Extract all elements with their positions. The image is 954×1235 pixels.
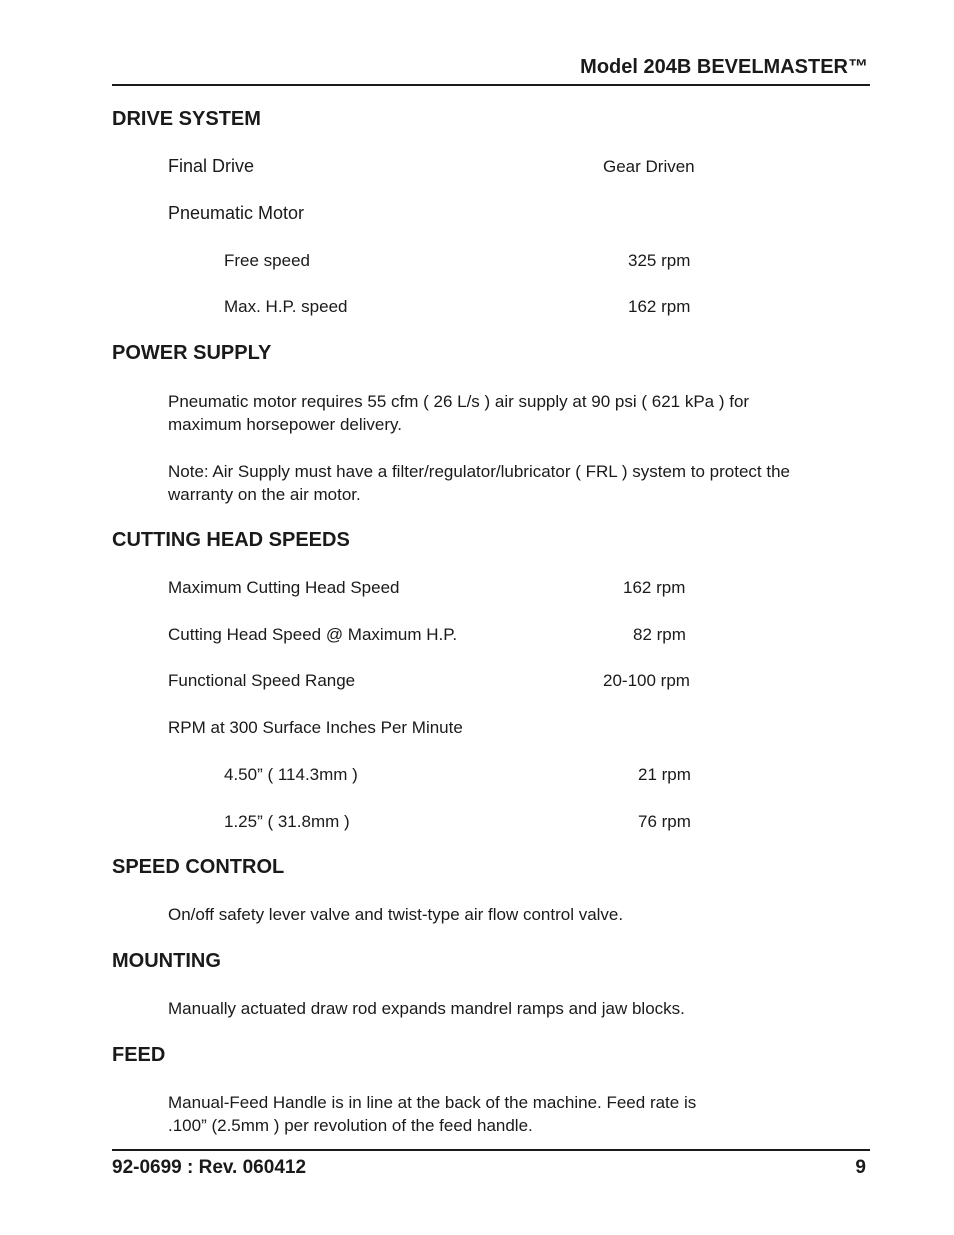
size-4-50-label: 4.50” ( 114.3mm ) xyxy=(224,765,358,784)
header-divider xyxy=(112,84,870,86)
mounting-text: Manually actuated draw rod expands mandrel ramps and jaw blocks. xyxy=(168,999,685,1018)
functional-speed-range-value: 20-100 rpm xyxy=(603,671,690,690)
feed-paragraph xyxy=(168,1091,868,1137)
section-heading-speed-control: SPEED CONTROL xyxy=(112,856,285,878)
page-header-title: Model 204B BEVELMASTER™ xyxy=(580,56,868,78)
section-heading-feed: FEED xyxy=(112,1044,166,1066)
max-cutting-head-speed-value: 162 rpm xyxy=(623,578,686,597)
size-4-50-value: 21 rpm xyxy=(638,765,691,784)
section-heading-drive-system: DRIVE SYSTEM xyxy=(112,108,261,130)
speed-control-text: On/off safety lever valve and twist-type air flow control valve. xyxy=(168,905,624,924)
section-heading-power-supply: POWER SUPPLY xyxy=(112,342,272,364)
free-speed-label: Free speed xyxy=(224,251,310,270)
section-heading-mounting: MOUNTING xyxy=(112,950,221,972)
document-number: 92-0699 : Rev. 060412 xyxy=(112,1157,307,1178)
cutting-head-speed-at-max-hp-label: Cutting Head Speed @ Maximum H.P. xyxy=(168,625,458,644)
functional-speed-range-label: Functional Speed Range xyxy=(168,671,356,690)
final-drive-value: Gear Driven xyxy=(603,157,695,176)
feed-line-2: .100” (2.5mm ) per revolution of the feed handle. xyxy=(168,1116,533,1135)
power-supply-paragraph xyxy=(168,390,868,436)
size-1-25-value: 76 rpm xyxy=(638,812,691,831)
feed-line-1: Manual-Feed Handle is in line at the back of the machine. Feed rate is xyxy=(168,1093,697,1112)
free-speed-value: 325 rpm xyxy=(628,251,691,270)
final-drive-label: Final Drive xyxy=(168,156,255,176)
pneumatic-motor-label: Pneumatic Motor xyxy=(168,203,305,223)
footer-divider xyxy=(112,1149,870,1151)
page-number: 9 xyxy=(855,1157,866,1178)
max-hp-speed-value: 162 rpm xyxy=(628,297,691,316)
size-1-25-label: 1.25” ( 31.8mm ) xyxy=(224,812,350,831)
power-supply-note-line-1: Note: Air Supply must have a filter/regulator/lubricator ( FRL ) system to protect the xyxy=(168,462,791,481)
section-heading-cutting-head-speeds: CUTTING HEAD SPEEDS xyxy=(112,529,350,551)
power-supply-note-line-2: warranty on the air motor. xyxy=(168,485,361,504)
max-cutting-head-speed-label: Maximum Cutting Head Speed xyxy=(168,578,400,597)
rpm-at-300-sipm-label: RPM at 300 Surface Inches Per Minute xyxy=(168,718,463,737)
power-supply-note xyxy=(168,460,868,506)
cutting-head-speed-at-max-hp-value: 82 rpm xyxy=(633,625,686,644)
max-hp-speed-label: Max. H.P. speed xyxy=(224,297,348,316)
power-supply-line-1: Pneumatic motor requires 55 cfm ( 26 L/s ) air supply at 90 psi ( 621 kPa ) for xyxy=(168,392,750,411)
power-supply-line-2: maximum horsepower delivery. xyxy=(168,415,402,434)
